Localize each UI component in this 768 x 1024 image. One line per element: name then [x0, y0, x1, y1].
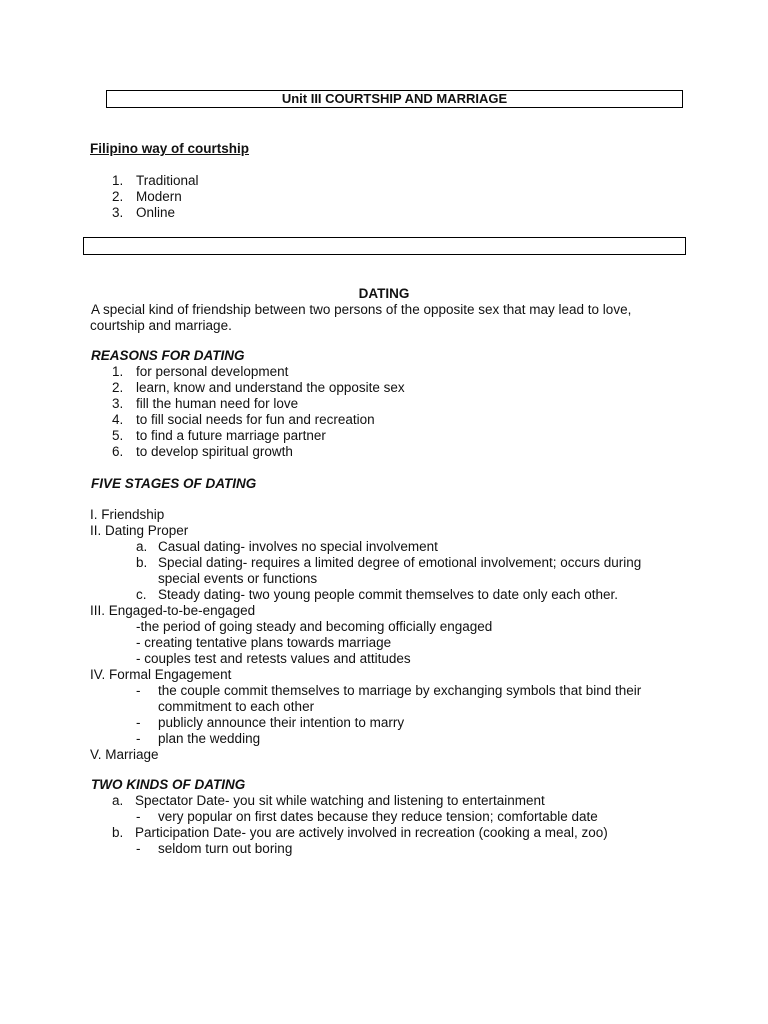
list-item: Modern	[136, 189, 182, 204]
stage-formal-engagement: IV. Formal Engagement	[90, 667, 232, 682]
list-number: 2.	[112, 189, 124, 204]
list-item: Traditional	[136, 173, 199, 188]
reasons-heading: REASONS FOR DATING	[91, 348, 245, 363]
list-item: to develop spiritual growth	[136, 444, 293, 459]
list-number: 5.	[112, 428, 124, 443]
list-item: Online	[136, 205, 176, 220]
list-number: 4.	[112, 412, 124, 427]
dash-bullet: -	[136, 683, 141, 698]
stage-dating-proper: II. Dating Proper	[90, 523, 189, 538]
steady-dating: Steady dating- two young people commit themselves to date only each other.	[158, 587, 619, 602]
courtship-heading: Filipino way of courtship	[90, 141, 250, 156]
engagement-point: publicly announce their intention to marry	[158, 715, 405, 730]
special-dating-line1: Special dating- requires a limited degree of emotional involvement; occurs during	[158, 555, 642, 570]
list-item: learn, know and understand the opposite sex	[136, 380, 405, 395]
engaged-point: - creating tentative plans towards marriage	[136, 635, 392, 650]
list-number: 6.	[112, 444, 124, 459]
dash-bullet: -	[136, 731, 141, 746]
dating-definition-line2: courtship and marriage.	[90, 318, 232, 333]
list-number: 2.	[112, 380, 124, 395]
engaged-point: - couples test and retests values and attitudes	[136, 651, 411, 666]
dating-heading: DATING	[358, 286, 410, 301]
kinds-heading: TWO KINDS OF DATING	[91, 777, 246, 792]
spectator-date: Spectator Date- you sit while watching and listening to entertainment	[135, 793, 545, 808]
list-item: to fill social needs for fun and recreation	[136, 412, 375, 427]
unit-title: Unit III COURTSHIP AND MARRIAGE	[106, 90, 683, 108]
casual-dating: Casual dating- involves no special involvement	[158, 539, 438, 554]
participation-date: Participation Date- you are actively involved in recreation (cooking a meal, zoo)	[135, 825, 608, 840]
sub-letter: a.	[112, 793, 124, 808]
dating-definition-line1: A special kind of friendship between two persons of the opposite sex that may lead to love,	[91, 302, 632, 317]
sub-letter: b.	[112, 825, 124, 840]
stage-friendship: I. Friendship	[90, 507, 165, 522]
stage-marriage: V. Marriage	[90, 747, 159, 762]
list-item: fill the human need for love	[136, 396, 299, 411]
sub-letter: b.	[136, 555, 148, 570]
spectator-date-note: very popular on first dates because they reduce tension; comfortable date	[158, 809, 598, 824]
engaged-point: -the period of going steady and becoming officially engaged	[136, 619, 493, 634]
sub-letter: a.	[136, 539, 148, 554]
empty-box	[83, 237, 686, 255]
participation-date-note: seldom turn out boring	[158, 841, 293, 856]
engagement-point-line2: commitment to each other	[158, 699, 315, 714]
dash-bullet: -	[136, 715, 141, 730]
sub-letter: c.	[136, 587, 147, 602]
list-item: for personal development	[136, 364, 289, 379]
list-number: 3.	[112, 396, 124, 411]
list-number: 3.	[112, 205, 124, 220]
engagement-point-line1: the couple commit themselves to marriage by exchanging symbols that bind their	[158, 683, 642, 698]
dash-bullet: -	[136, 841, 141, 856]
list-item: to find a future marriage partner	[136, 428, 326, 443]
list-number: 1.	[112, 173, 124, 188]
stages-heading: FIVE STAGES OF DATING	[91, 476, 257, 491]
list-number: 1.	[112, 364, 124, 379]
engagement-point: plan the wedding	[158, 731, 261, 746]
dash-bullet: -	[136, 809, 141, 824]
special-dating-line2: special events or functions	[158, 571, 318, 586]
stage-engaged-to-be-engaged: III. Engaged-to-be-engaged	[90, 603, 256, 618]
